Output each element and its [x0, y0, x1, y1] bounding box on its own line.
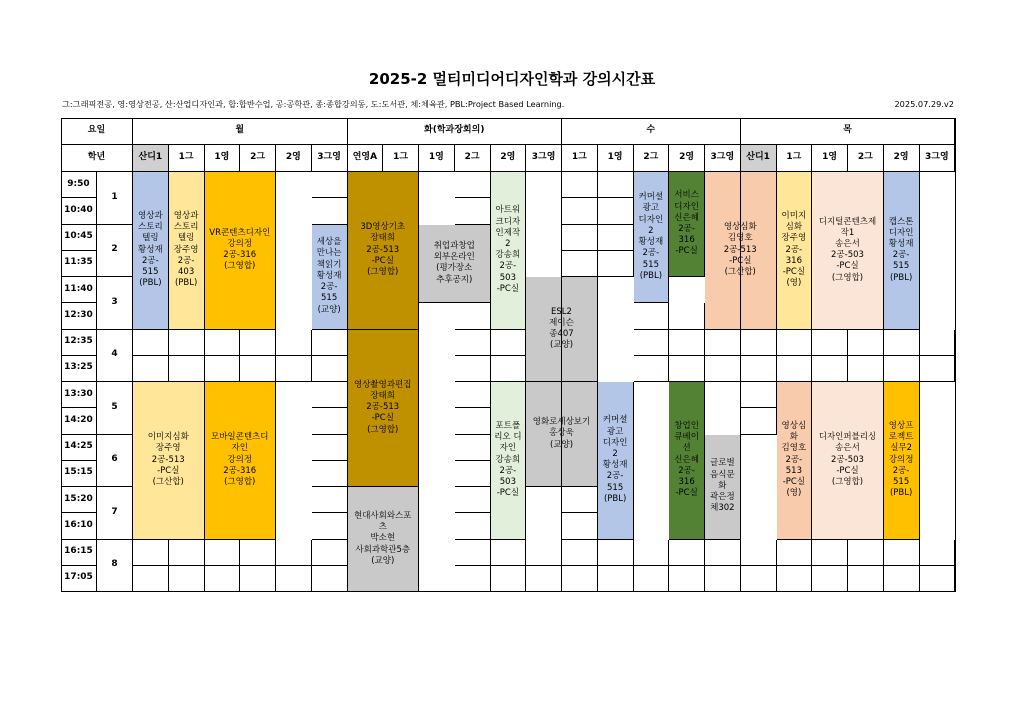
empty-slot [312, 172, 348, 198]
empty-slot [240, 330, 276, 356]
period-label: 8 [97, 540, 133, 593]
empty-slot [634, 540, 670, 566]
empty-slot [455, 540, 491, 566]
header-day: 수 [562, 118, 741, 145]
header-grade: 3그영 [526, 145, 562, 172]
empty-slot [205, 540, 241, 566]
empty-slot [848, 566, 884, 592]
course-block: 영상심화 김영호 2공-513 -PC실 (그산합) [705, 172, 777, 330]
empty-slot [455, 435, 491, 461]
header-grade: 산디1 [133, 145, 169, 172]
empty-slot [312, 566, 348, 592]
empty-slot [491, 540, 527, 566]
empty-slot [634, 303, 670, 329]
header-grade: 1영 [419, 145, 455, 172]
empty-slot [133, 540, 169, 566]
empty-slot [455, 172, 491, 198]
empty-slot [598, 198, 634, 224]
empty-slot [777, 566, 813, 592]
empty-slot [562, 225, 598, 251]
page-title: 2025-2 멀티미디어디자인학과 강의시간표 [368, 70, 656, 88]
header-grade: 1영 [205, 145, 241, 172]
empty-slot [455, 487, 491, 513]
empty-slot [705, 330, 741, 356]
empty-slot [920, 356, 956, 382]
course-block: 영상심 화 김영호 2공- 513 -PC실 (영) [777, 382, 813, 540]
time-label: 12:35 [61, 330, 97, 356]
empty-slot [669, 356, 705, 382]
empty-slot [812, 330, 848, 356]
course-block: 이미지심화 장주영 2공-513 -PC실 (그산합) [133, 382, 205, 540]
empty-slot [669, 566, 705, 592]
empty-slot [634, 566, 670, 592]
empty-slot [455, 198, 491, 224]
legend-text: 그:그래픽전공, 영:영상전공, 산:산업디자인과, 합:합반수업, 공:공학관, 종:종합강의동, 도:도서관, 체:체육관, PBL:Project Based Learning. [62, 99, 565, 109]
empty-slot [455, 330, 491, 356]
empty-slot [562, 251, 598, 277]
course-block: 영상촬영과편집 장태희 2공-513 -PC실 (그영합) [348, 330, 420, 488]
empty-slot [455, 461, 491, 487]
empty-slot [312, 382, 348, 408]
empty-slot [848, 356, 884, 382]
header-grade: 2영 [491, 145, 527, 172]
time-label: 16:10 [61, 513, 97, 539]
empty-slot [455, 382, 491, 408]
header-grade: 3그영 [920, 145, 956, 172]
empty-slot [455, 566, 491, 592]
empty-slot [812, 356, 848, 382]
header-grade: 1그 [777, 145, 813, 172]
empty-slot [169, 540, 205, 566]
course-block: 세상을 만나는 책읽기 황성재 2공- 515 (교양) [312, 225, 348, 330]
empty-slot [669, 330, 705, 356]
header-grade: 2영 [669, 145, 705, 172]
empty-slot [741, 566, 777, 592]
empty-slot [276, 566, 312, 592]
course-block: 영상프 로젝트 실무2 강의정 2공- 515 (PBL) [884, 382, 920, 540]
header-grade: 1그 [562, 145, 598, 172]
empty-slot [741, 540, 777, 566]
empty-slot [598, 172, 634, 198]
header-grade: 1영 [598, 145, 634, 172]
time-label: 14:25 [61, 435, 97, 461]
course-block: 캡스톤 디자인 황성재 2공- 515 (PBL) [884, 172, 920, 330]
empty-slot [562, 487, 598, 513]
empty-slot [705, 540, 741, 566]
course-block: 이미지 심화 장주영 2공- 316 -PC실 (영) [777, 172, 813, 330]
empty-slot [312, 408, 348, 434]
course-block: 커머셜 광고 디자인 2 황성재 2공- 515 (PBL) [598, 382, 634, 540]
period-label: 2 [97, 225, 133, 278]
empty-slot [812, 540, 848, 566]
time-label: 9:50 [61, 172, 97, 198]
header-day: 화(학과장회의) [348, 118, 563, 145]
empty-slot [312, 513, 348, 539]
course-block: 영상과 스토리 텔링 황성재 2공- 515 (PBL) [133, 172, 169, 330]
empty-slot [562, 540, 598, 566]
header-grade: 2영 [276, 145, 312, 172]
course-block: 현대사회와스포 츠 박소현 사회과학관5층 (교양) [348, 487, 420, 592]
empty-slot [312, 461, 348, 487]
empty-slot [491, 566, 527, 592]
time-label: 12:30 [61, 303, 97, 329]
empty-slot [669, 540, 705, 566]
empty-slot [312, 540, 348, 566]
empty-slot [812, 566, 848, 592]
empty-slot [312, 198, 348, 224]
empty-slot [133, 566, 169, 592]
header-grade: 1영 [812, 145, 848, 172]
timetable-grid [61, 118, 956, 592]
empty-slot [205, 356, 241, 382]
header-grade: 연영A [348, 145, 384, 172]
course-block: 디자인퍼블리싱 송은서 2공-503 -PC실 (그영합) [812, 382, 884, 540]
header-grade: 2영 [884, 145, 920, 172]
empty-slot [240, 356, 276, 382]
header-yoil: 요일 [61, 118, 133, 145]
time-label: 10:45 [61, 225, 97, 251]
header-grade: 3그영 [312, 145, 348, 172]
empty-slot [741, 408, 777, 434]
empty-slot [562, 513, 598, 539]
empty-slot [133, 356, 169, 382]
header-grade: 2그 [240, 145, 276, 172]
time-label: 14:20 [61, 408, 97, 434]
empty-slot [276, 356, 312, 382]
empty-slot [598, 251, 634, 277]
time-label: 13:25 [61, 356, 97, 382]
empty-slot [884, 566, 920, 592]
empty-slot [455, 303, 491, 329]
empty-slot [169, 566, 205, 592]
empty-slot [634, 356, 670, 382]
empty-slot [491, 356, 527, 382]
time-label: 15:15 [61, 461, 97, 487]
version-label: 2025.07.29.v2 [894, 99, 954, 109]
empty-slot [312, 487, 348, 513]
header-grade: 2그 [634, 145, 670, 172]
empty-slot [920, 330, 956, 356]
course-block: 모바일콘텐츠디 자인 강의정 2공-316 (그영합) [205, 382, 277, 540]
empty-slot [705, 566, 741, 592]
empty-slot [741, 356, 777, 382]
period-label: 6 [97, 435, 133, 488]
empty-slot [884, 330, 920, 356]
header-grade: 2그 [455, 145, 491, 172]
empty-slot [920, 540, 956, 566]
course-block: 영화로세상보기 홍상욱 (교양) [526, 382, 598, 487]
empty-slot [205, 566, 241, 592]
empty-slot [777, 330, 813, 356]
empty-slot [777, 540, 813, 566]
empty-slot [276, 330, 312, 356]
empty-slot [312, 356, 348, 382]
empty-slot [562, 172, 598, 198]
empty-slot [848, 330, 884, 356]
header-day: 월 [133, 118, 348, 145]
empty-slot [634, 330, 670, 356]
header-hakyeon: 학년 [61, 145, 133, 172]
course-block: 서비스 디자인 신은혜 2공- 316 -PC실 [669, 172, 705, 277]
header-grade: 산디1 [741, 145, 777, 172]
empty-slot [455, 408, 491, 434]
empty-slot [777, 356, 813, 382]
empty-slot [240, 540, 276, 566]
empty-slot [312, 330, 348, 356]
course-block: 3D영상기초 장태희 2공-513 -PC실 (그영합) [348, 172, 420, 330]
period-label: 4 [97, 330, 133, 383]
empty-slot [562, 198, 598, 224]
course-block: 커머셜 광고 디자인 2 황성재 2공- 515 (PBL) [634, 172, 670, 303]
empty-slot [455, 513, 491, 539]
period-label: 3 [97, 277, 133, 330]
empty-slot [205, 330, 241, 356]
empty-slot [526, 540, 562, 566]
empty-slot [848, 540, 884, 566]
empty-slot [276, 540, 312, 566]
course-block: 디지털콘텐츠제 작1 송은서 2공-503 -PC실 (그영합) [812, 172, 884, 330]
course-block: 아트워 크디자 인제작 2 강송희 2공- 503 -PC실 [491, 172, 527, 330]
time-label: 17:05 [61, 566, 97, 592]
header-grade: 1그 [383, 145, 419, 172]
time-label: 11:40 [61, 277, 97, 303]
course-block: VR콘텐츠디자인 강의정 2공-316 (그영합) [205, 172, 277, 330]
empty-slot [562, 566, 598, 592]
header-grade: 1그 [169, 145, 205, 172]
empty-slot [598, 225, 634, 251]
empty-slot [741, 382, 777, 408]
course-block: 창업인 큐베이 션 신은혜 2공- 316 -PC실 [669, 382, 705, 540]
empty-slot [491, 330, 527, 356]
course-block: 취업과창업 외부온라인 (평가장소 추후공지) [419, 225, 491, 304]
period-label: 5 [97, 382, 133, 435]
empty-slot [240, 566, 276, 592]
empty-slot [169, 330, 205, 356]
time-label: 13:30 [61, 382, 97, 408]
empty-slot [884, 540, 920, 566]
empty-slot [598, 540, 634, 566]
course-block: 포트폴 리오 디 자인 강송희 2공- 503 -PC실 [491, 382, 527, 540]
empty-slot [526, 566, 562, 592]
course-block: 영상과 스토리 텔링 장주영 2공- 403 (PBL) [169, 172, 205, 330]
empty-slot [133, 330, 169, 356]
empty-slot [669, 303, 705, 329]
empty-slot [705, 356, 741, 382]
period-label: 1 [97, 172, 133, 225]
period-label: 7 [97, 487, 133, 540]
empty-slot [312, 435, 348, 461]
empty-slot [455, 356, 491, 382]
empty-slot [169, 356, 205, 382]
time-label: 15:20 [61, 487, 97, 513]
time-label: 11:35 [61, 251, 97, 277]
course-block: 글로벌 음식문 화 곽은정 체302 [705, 435, 741, 540]
header-grade: 3그영 [705, 145, 741, 172]
empty-slot [741, 330, 777, 356]
empty-slot [920, 566, 956, 592]
header-grade: 2그 [848, 145, 884, 172]
time-label: 10:40 [61, 198, 97, 224]
empty-slot [598, 566, 634, 592]
course-block: ESL2 제이슨 종407 (교양) [526, 277, 598, 382]
time-label: 16:15 [61, 540, 97, 566]
empty-slot [884, 356, 920, 382]
header-day: 목 [741, 118, 956, 145]
